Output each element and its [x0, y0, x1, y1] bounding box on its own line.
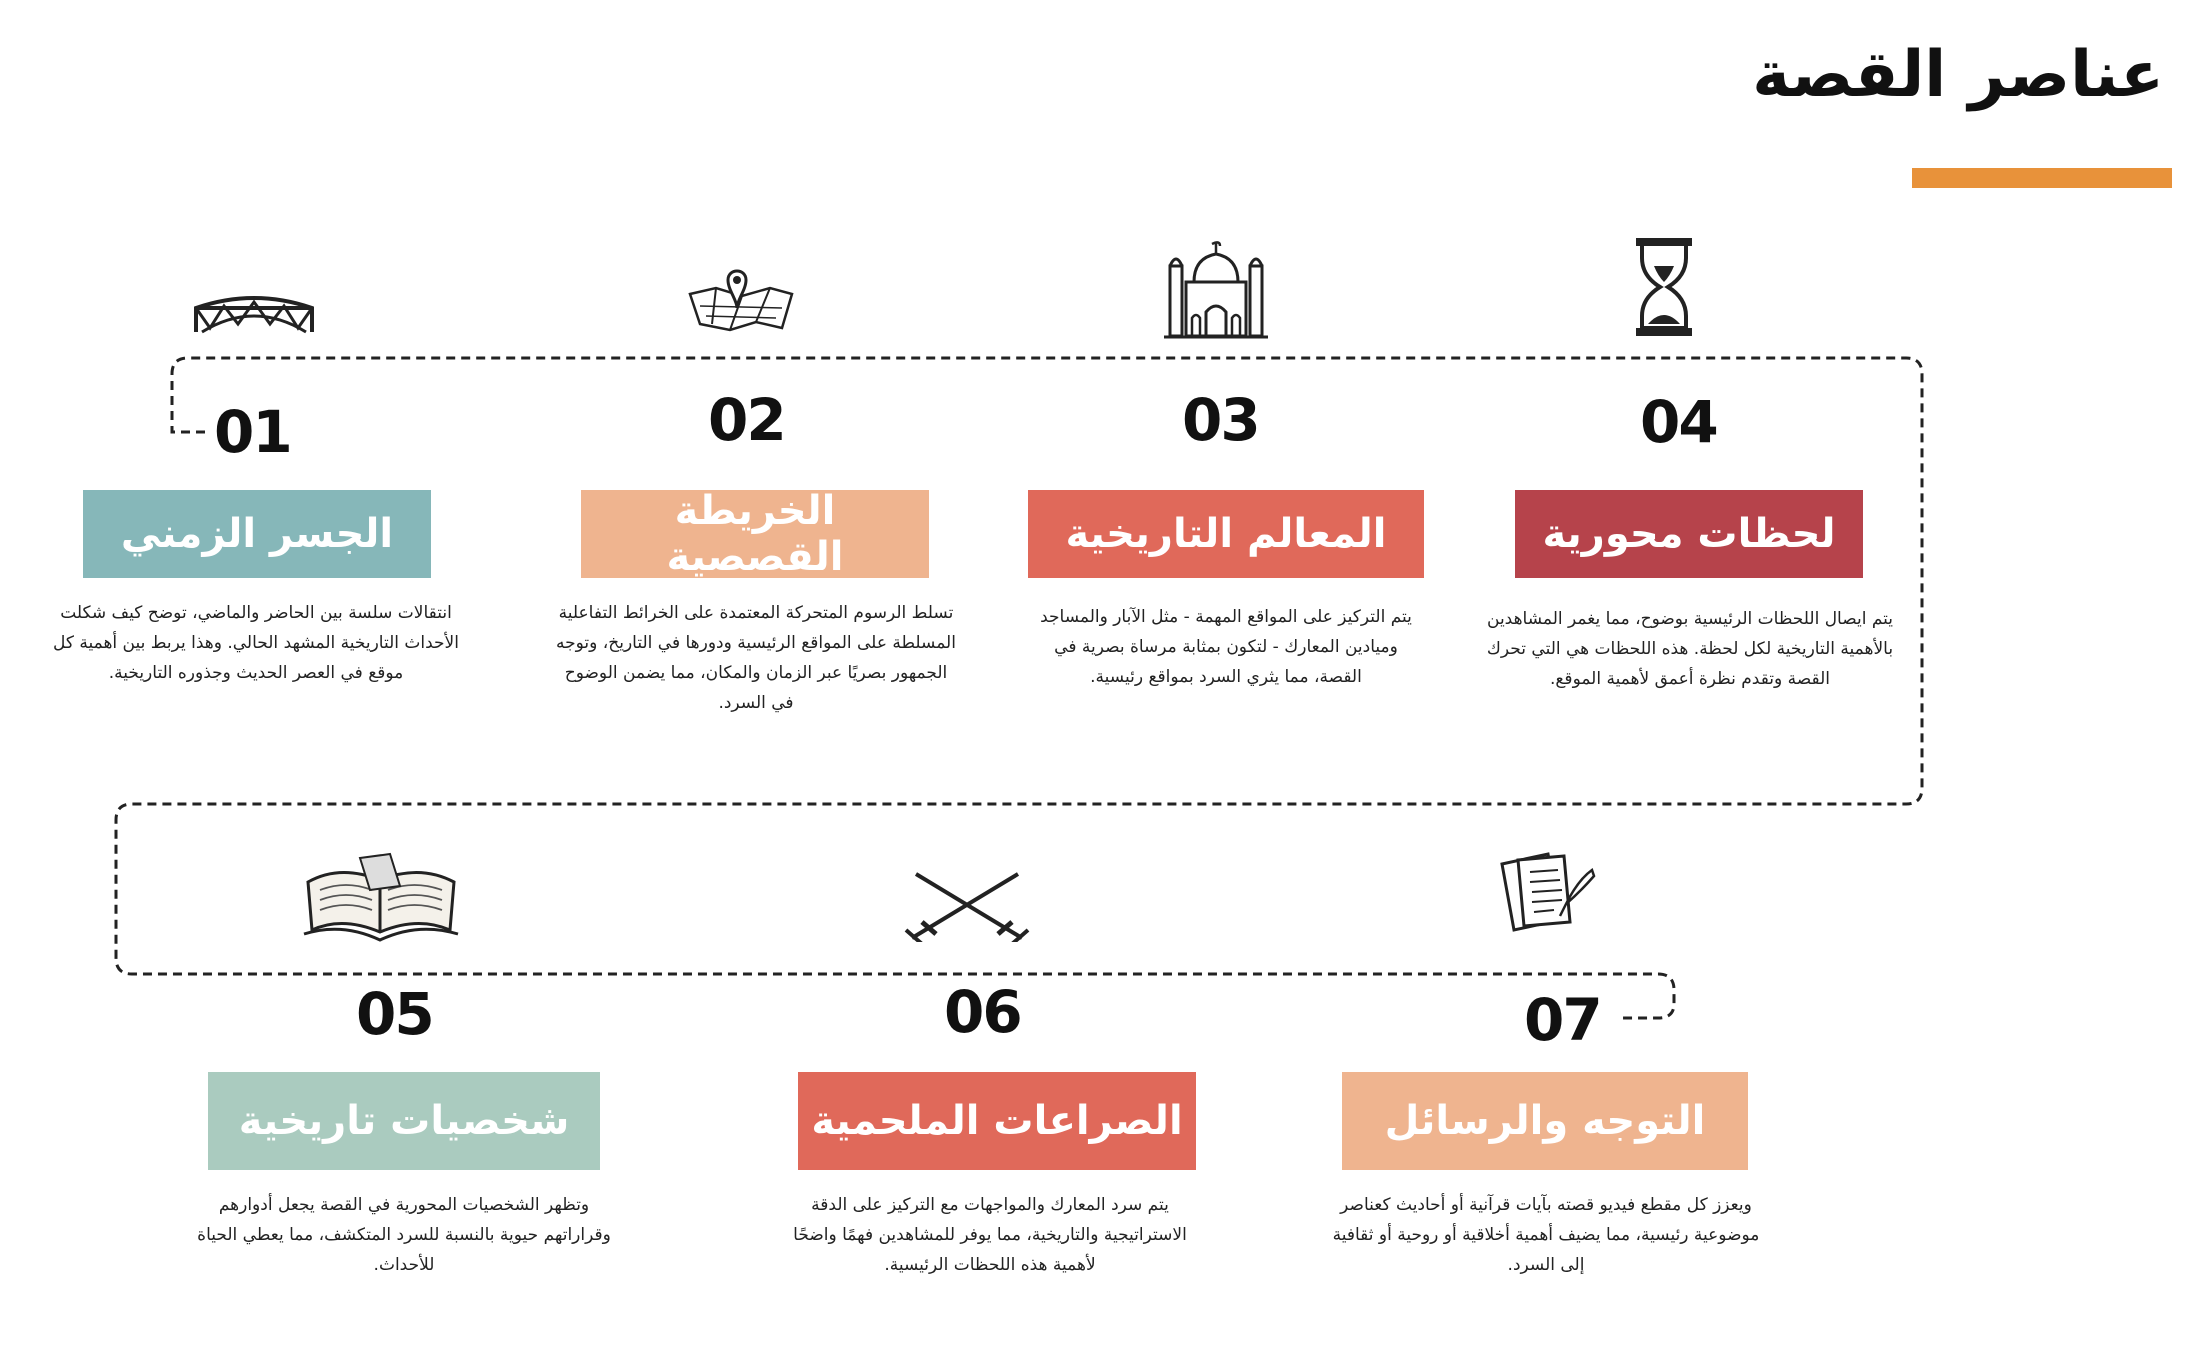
- step-description-05: وتظهر الشخصيات المحورية في القصة يجعل أدوارهم وقراراتهم حيوية بالنسبة للسرد المتكشف، مما يعطي الحياة للأحداث.: [197, 1195, 611, 1275]
- step-label-05: شخصيات تاريخية: [208, 1072, 600, 1170]
- scroll-quill-icon: [1494, 850, 1598, 934]
- step-number-05: 05: [356, 980, 433, 1048]
- step-label-01: الجسر الزمني: [83, 490, 431, 578]
- step-number-02: 02: [708, 386, 785, 454]
- step-description-02: تسلط الرسوم المتحركة المعتمدة على الخرائط التفاعلية المسلطة على المواقع الرئيسية ودورها في التاريخ، وتوجه الجمهور بصريًا عبر الزمان والمكان، مما يضمن الوضوح في السرد.: [556, 603, 956, 713]
- step-description-04: يتم ايصال اللحظات الرئيسية بوضوح، مما يغمر المشاهدين بالأهمية التاريخية لكل لحظة. هذه اللحظات هي التي تحرك القصة وتقدم نظرة أعمق لأهمية الموقع.: [1486, 609, 1894, 689]
- crossed-swords-icon: [902, 868, 1032, 942]
- step-number-04: 04: [1640, 388, 1717, 456]
- step-number-07: 07: [1524, 986, 1601, 1054]
- open-book-icon: [300, 850, 462, 944]
- bridge-icon: [192, 284, 316, 336]
- step-description-07: ويعزز كل مقطع فيديو قصته بآيات قرآنية أو أحاديث كعناصر موضوعية رئيسية، مما يضيف أهمية أخلاقية أو روحية أو ثقافية إلى السرد.: [1332, 1195, 1760, 1275]
- step-number-01: 01: [214, 398, 291, 466]
- step-description-06: يتم سرد المعارك والمواجهات مع التركيز على الدقة الاستراتيجية والتاريخية، مما يوفر للمشاهدين فهمًا واضحًا لأهمية هذه اللحظات الرئيسية.: [793, 1195, 1187, 1275]
- step-label-07: التوجه والرسائل: [1342, 1072, 1748, 1170]
- step-number-03: 03: [1182, 386, 1259, 454]
- mosque-icon: [1164, 236, 1268, 340]
- step-label-03: المعالم التاريخية: [1028, 490, 1424, 578]
- step-number-06: 06: [944, 978, 1021, 1046]
- step-label-04: لحظات محورية: [1515, 490, 1863, 578]
- map-pin-icon: [686, 258, 796, 334]
- step-description-01: انتقالات سلسة بين الحاضر والماضي، توضح كيف شكلت الأحداث التاريخية المشهد الحالي. وهذا يربط بين أهمية كل موقع في العصر الحديث وجذوره التاريخية.: [53, 603, 459, 683]
- page-title: عناصر القصة: [1752, 38, 2164, 112]
- step-label-02: الخريطة القصصية: [581, 490, 929, 578]
- step-description-03: يتم التركيز على المواقع المهمة - مثل الآبار والمساجد وميادين المعارك - لتكون بمثابة مرساة بصرية في القصة، مما يثري السرد بمواقع رئيسية.: [1040, 607, 1412, 687]
- step-label-06: الصراعات الملحمية: [798, 1072, 1196, 1170]
- hourglass-icon: [1634, 236, 1694, 338]
